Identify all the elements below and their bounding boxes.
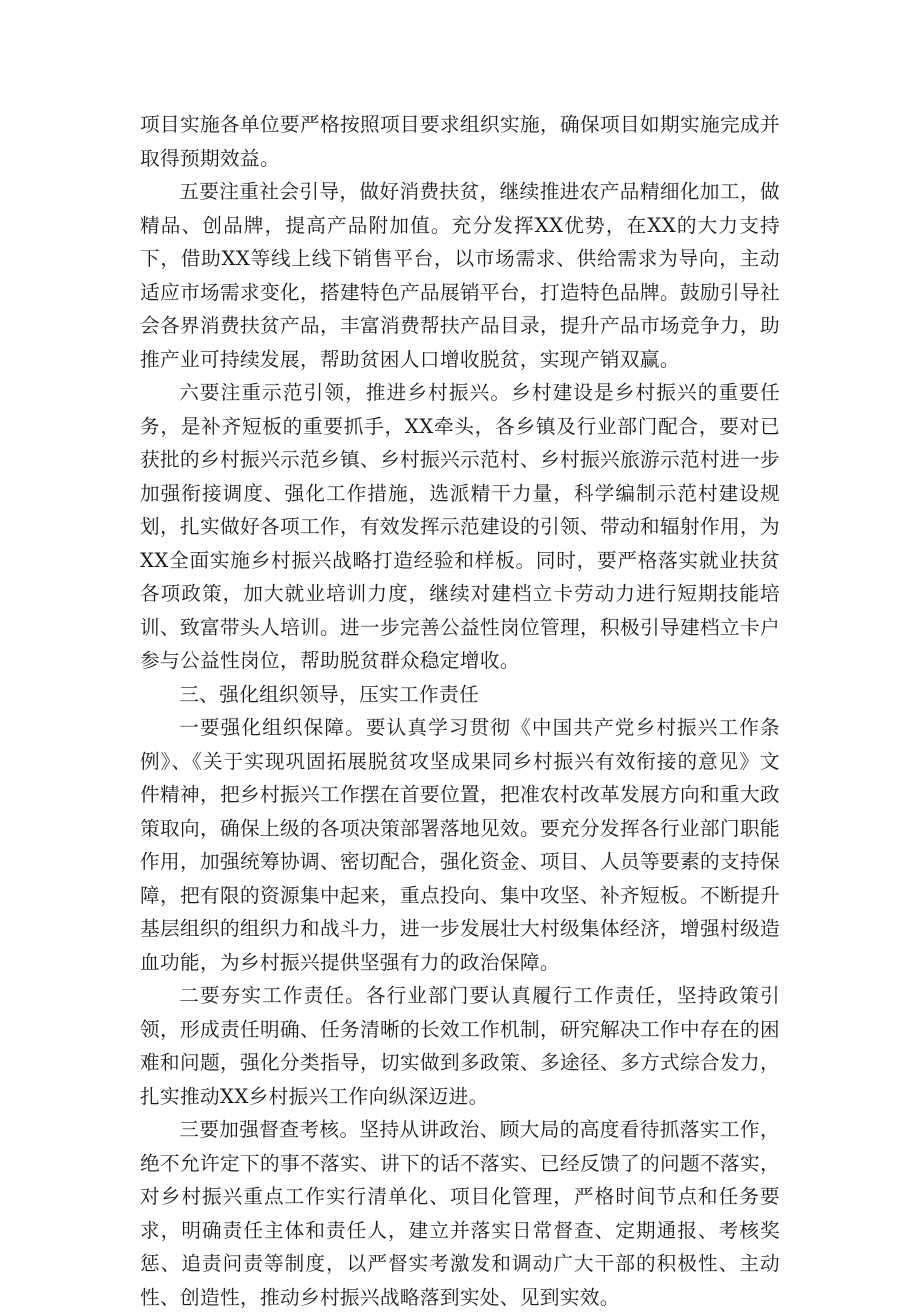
document-body	[140, 108, 780, 1314]
paragraph-work-responsibility: 二要夯实工作责任。各行业部门要认真履行工作责任，坚持政策引领，形成责任明确、任务清晰的长效工作机制，研究解决工作中存在的困难和问题，强化分类指导，切实做到多政策、多途径、多方式综合发力，扎实推动XX乡村振兴工作向纵深迈进。	[140, 984, 780, 1108]
paragraph-supervision-assessment: 三要加强督查考核。坚持从讲政治、顾大局的高度看待抓落实工作，绝不允许定下的事不落实、讲下的话不落实、已经反馈了的问题不落实，对乡村振兴重点工作实行清单化、项目化管理，严格时间节点和任务要求，明确责任主体和责任人，建立并落实日常督查、定期通报、考核奖惩、追责问责等制度，以严督实考激发和调动广大干部的积极性、主动性、创造性，推动乡村振兴战略落到实处、见到实效。	[140, 1118, 780, 1309]
paragraph-social-guidance: 五要注重社会引导，做好消费扶贫，继续推进农产品精细化加工，做精品、创品牌，提高产品附加值。充分发挥XX优势，在XX的大力支持下，借助XX等线上线下销售平台，以市场需求、供给需求为导向，主动适应市场需求变化，搭建特色产品展销平台，打造特色品牌。鼓励引导社会各界消费扶贫产品，丰富消费帮扶产品目录，提升产品市场竞争力，助推产业可持续发展，帮助贫困人口增收脱贫，实现产销双赢。	[140, 180, 780, 371]
paragraph-demonstration-leading: 六要注重示范引领，推进乡村振兴。乡村建设是乡村振兴的重要任务，是补齐短板的重要抓手，XX牵头，各乡镇及行业部门配合，要对已获批的乡村振兴示范乡镇、乡村振兴示范村、乡村振兴旅游示范村进一步加强衔接调度、强化工作措施，选派精干力量，科学编制示范村建设规划，扎实做好各项工作，有效发挥示范建设的引领、带动和辐射作用，为XX全面实施乡村振兴战略打造经验和样板。同时，要严格落实就业扶贫各项政策，加大就业培训力度，继续对建档立卡劳动力进行短期技能培训、致富带头人培训。进一步完善公益性岗位管理，积极引导建档立卡户参与公益性岗位，帮助脱贫群众稳定增收。	[140, 381, 780, 672]
paragraph-project-implementation: 项目实施各单位要严格按照项目要求组织实施，确保项目如期实施完成并取得预期效益。	[140, 113, 780, 170]
paragraph-organizational-guarantee: 一要强化组织保障。要认真学习贯彻《中国共产党乡村振兴工作条例》、《关于实现巩固拓展脱贫攻坚成果同乡村振兴有效衔接的意见》文件精神，把乡村振兴工作摆在首要位置，把准农村改革发展方向和重大政策取向，确保上级的各项决策部署落地见效。要充分发挥各行业部门职能作用，加强统筹协调、密切配合，强化资金、项目、人员等要素的支持保障，把有限的资源集中起来，重点投向、集中攻坚、补齐短板。不断提升基层组织的组织力和战斗力，进一步发展壮大村级集体经济，增强村级造血功能，为乡村振兴提供坚强有力的政治保障。	[140, 716, 780, 974]
section-heading-organization: 三、强化组织领导，压实工作责任	[179, 682, 480, 706]
